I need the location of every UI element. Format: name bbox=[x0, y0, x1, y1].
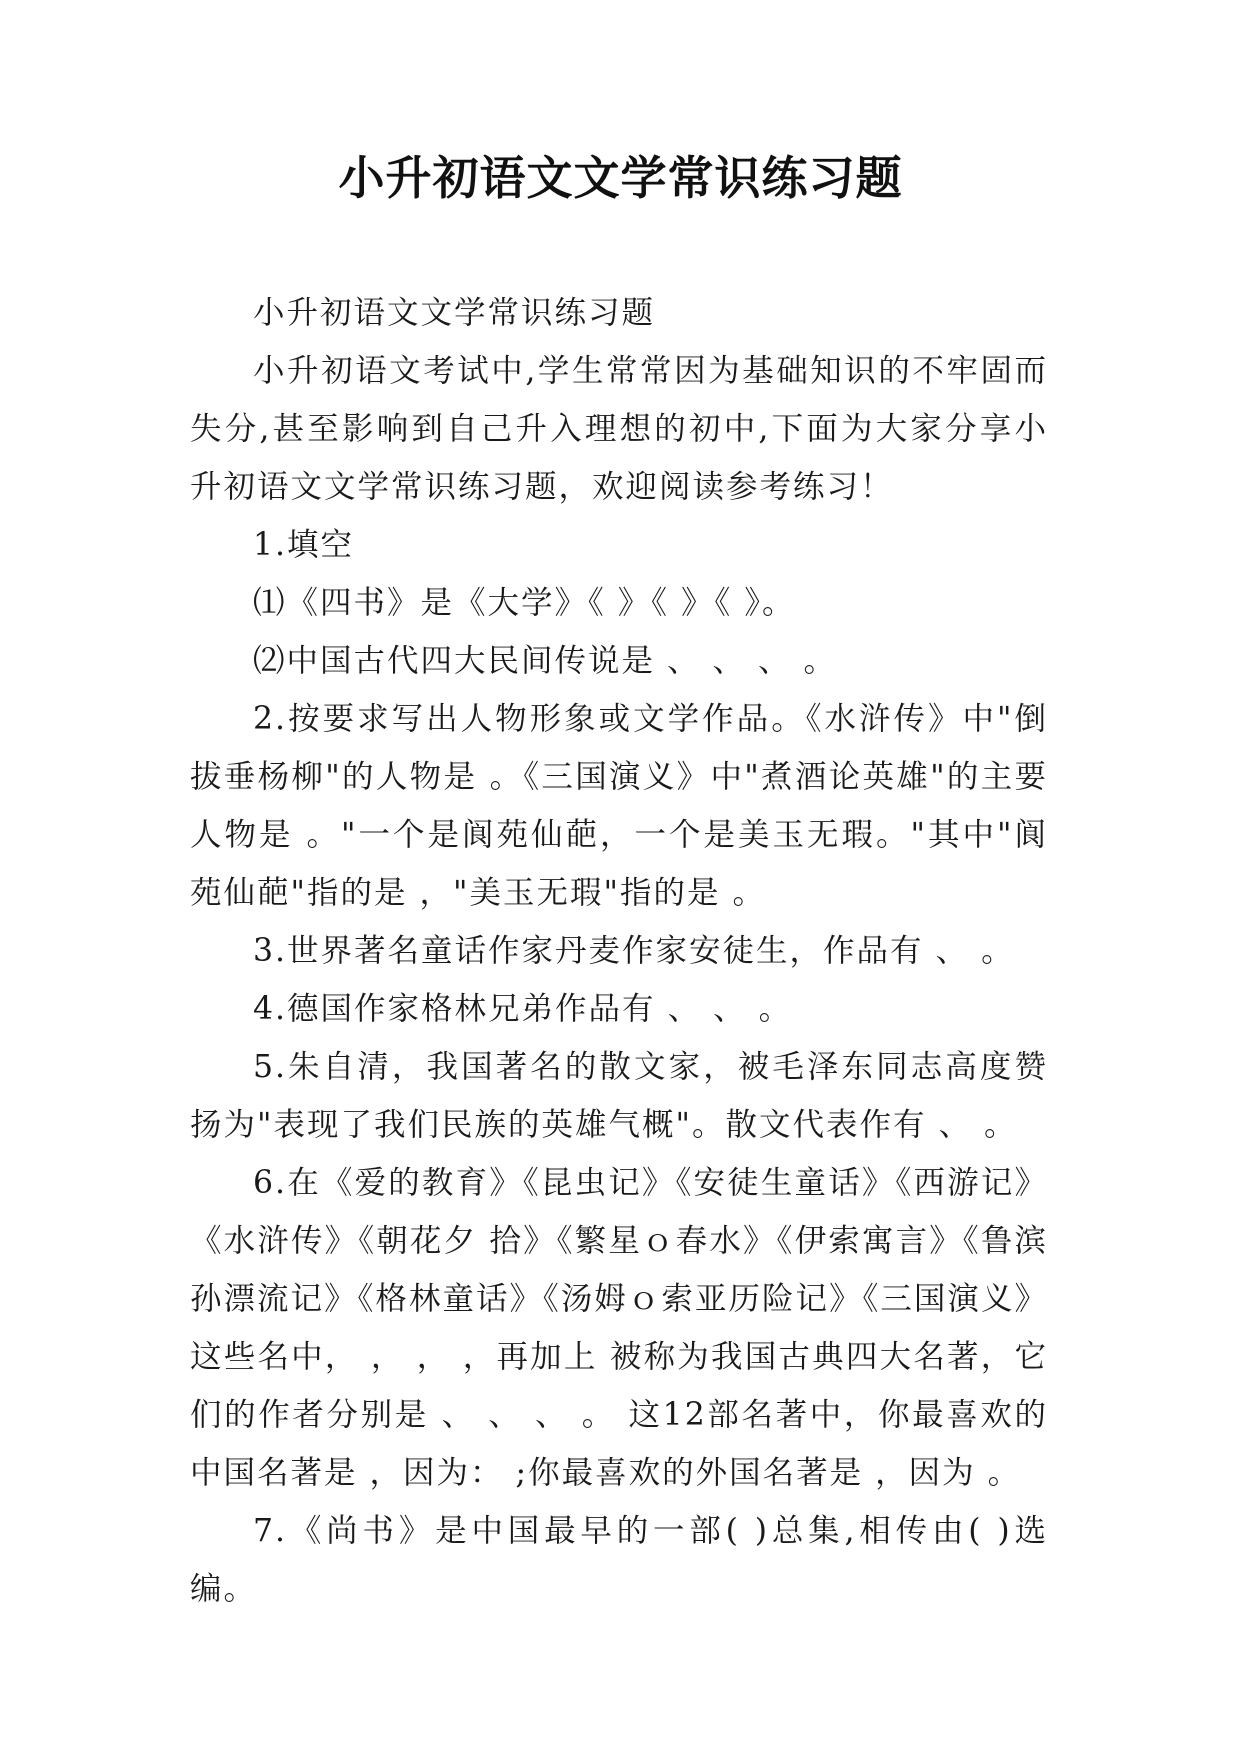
document-body bbox=[190, 284, 1048, 1618]
question-1-heading: 1.填空 bbox=[253, 527, 355, 563]
paragraph-intro: 小升初语文考试中,学生常常因为基础知识的不牢固而失分,甚至影响到自己升入理想的初中,下面为大家分享小升初语文文学常识练习题，欢迎阅读参考练习！ bbox=[190, 353, 1048, 505]
paragraph-subtitle: 小升初语文文学常识练习题 bbox=[253, 295, 656, 331]
question-1-part-1: ⑴《四书》是《大学》《 》《 》《 》。 bbox=[253, 585, 796, 621]
question-3: 3.世界著名童话作家丹麦作家安徒生，作品有 、 。 bbox=[253, 933, 1015, 969]
document-title: 小升初语文文学常识练习题 bbox=[338, 151, 903, 205]
question-4: 4.德国作家格林兄弟作品有 、 、 。 bbox=[253, 991, 793, 1027]
question-5: 5.朱自清，我国著名的散文家，被毛泽东同志高度赞扬为"表现了我们民族的英雄气概"。散文代表作有 、 。 bbox=[190, 1049, 1048, 1143]
question-2: 2.按要求写出人物形象或文学作品。《水浒传》中"倒拔垂杨柳"的人物是 。《三国演义》中"煮酒论英雄"的主要人物是 。"一个是阆苑仙葩，一个是美玉无瑕。"其中"阆苑仙葩"指的是 ，"美玉无瑕"指的是 。 bbox=[190, 701, 1048, 911]
question-7: 7.《尚书》是中国最早的一部( )总集,相传由( )选编。 bbox=[190, 1513, 1048, 1607]
question-6: 6.在《爱的教育》《昆虫记》《安徒生童话》《西游记》《水浒传》《朝花夕 拾》《繁星ｏ春水》《伊索寓言》《鲁滨孙漂流记》《格林童话》《汤姆ｏ索亚历险记》《三国演义》这些名中， ， ， ，再加上 被称为我国古典四大名著，它们的作者分别是 、 、 、 。 这12部名著中，你最喜欢的中国名著是 ，因为： ;你最喜欢的外国名著是 ，因为 。 bbox=[190, 1165, 1048, 1491]
question-1-part-2: ⑵中国古代四大民间传说是 、 、 、 。 bbox=[253, 643, 838, 679]
